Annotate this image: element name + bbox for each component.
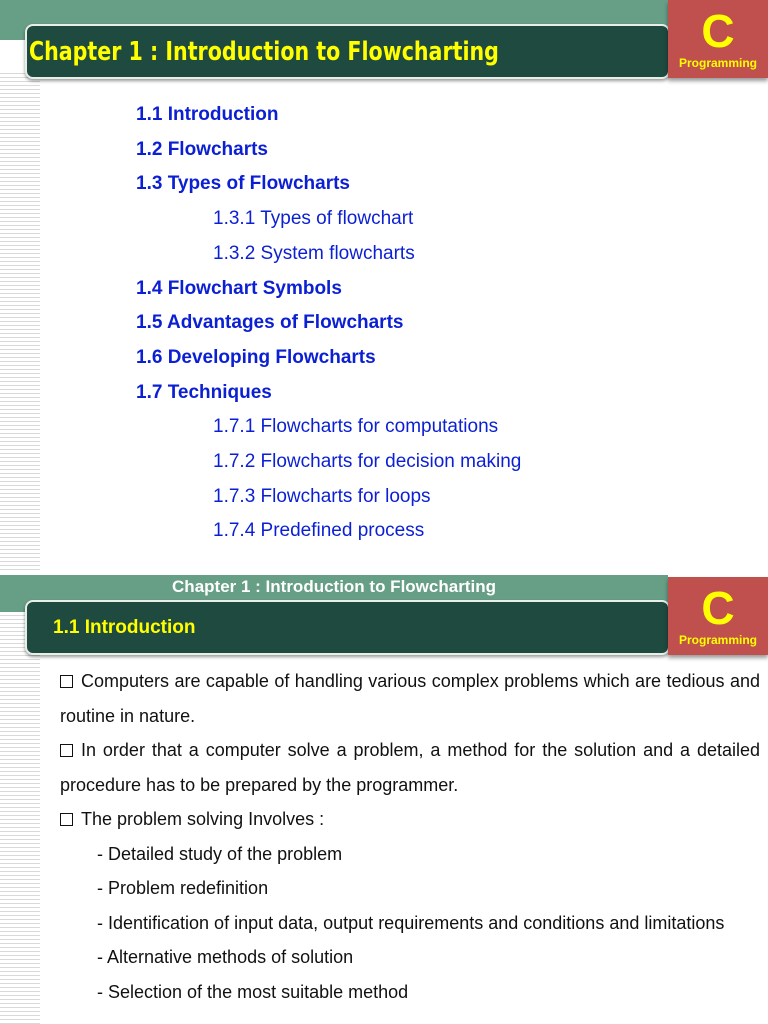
badge-label: Programming (678, 56, 757, 70)
toc-item[interactable]: 1.7.3 Flowcharts for loops (213, 485, 431, 507)
c-programming-badge (668, 577, 768, 655)
sub-item: - Problem redefinition (97, 878, 269, 898)
slide-body (60, 664, 760, 1009)
toc-item[interactable]: 1.5 Advantages of Flowcharts (136, 312, 404, 334)
bullet-text: The problem solving Involves : (81, 809, 325, 829)
toc-item[interactable]: 1.2 Flowcharts (136, 138, 268, 160)
decorative-stripes (0, 70, 40, 570)
section-title-bar (25, 600, 670, 655)
toc-item[interactable]: 1.3 Types of Flowcharts (136, 173, 350, 195)
title-bar (25, 24, 670, 79)
badge-letter: C (701, 5, 735, 57)
sub-item: - Identification of input data, output requirements and conditions and limitations (97, 912, 725, 933)
page-title: Chapter 1 : Introduction to Flowcharting (29, 36, 499, 67)
toc-item[interactable]: 1.3.1 Types of flowchart (213, 208, 414, 230)
toc-item[interactable]: 1.7 Techniques (136, 381, 272, 403)
square-bullet-icon (60, 675, 73, 688)
c-programming-badge (668, 0, 768, 78)
square-bullet-icon (60, 813, 73, 826)
toc-item[interactable]: 1.7.4 Predefined process (213, 520, 425, 542)
square-bullet-icon (60, 744, 73, 757)
bullet-text: In order that a computer solve a problem, a method for the solution and a detailed procedure has to be prepared by the programmer. (60, 740, 760, 795)
bullet-text: Computers are capable of handling various complex problems which are tedious and routine in nature. (60, 671, 760, 726)
bullet (60, 733, 760, 802)
toc-item[interactable]: 1.7.1 Flowcharts for computations (213, 416, 499, 438)
decorative-stripes (0, 612, 40, 1024)
badge-label: Programming (678, 633, 757, 647)
toc-item[interactable]: 1.4 Flowchart Symbols (136, 277, 342, 299)
toc-item[interactable]: 1.6 Developing Flowcharts (136, 346, 376, 368)
bullet (60, 802, 760, 837)
section-title: 1.1 Introduction (53, 616, 196, 638)
chapter-heading: Chapter 1 : Introduction to Flowcharting (172, 577, 496, 596)
toc-item[interactable]: 1.1 Introduction (136, 104, 279, 125)
sub-item: - Detailed study of the problem (97, 843, 343, 864)
badge-letter: C (701, 582, 735, 634)
sub-item: - Alternative methods of solution (97, 947, 354, 967)
bullet (60, 664, 760, 733)
toc-item[interactable]: 1.3.2 System flowcharts (213, 242, 415, 264)
sub-item: - Selection of the most suitable method (97, 981, 409, 1002)
toc-item[interactable]: 1.7.2 Flowcharts for decision making (213, 451, 522, 472)
